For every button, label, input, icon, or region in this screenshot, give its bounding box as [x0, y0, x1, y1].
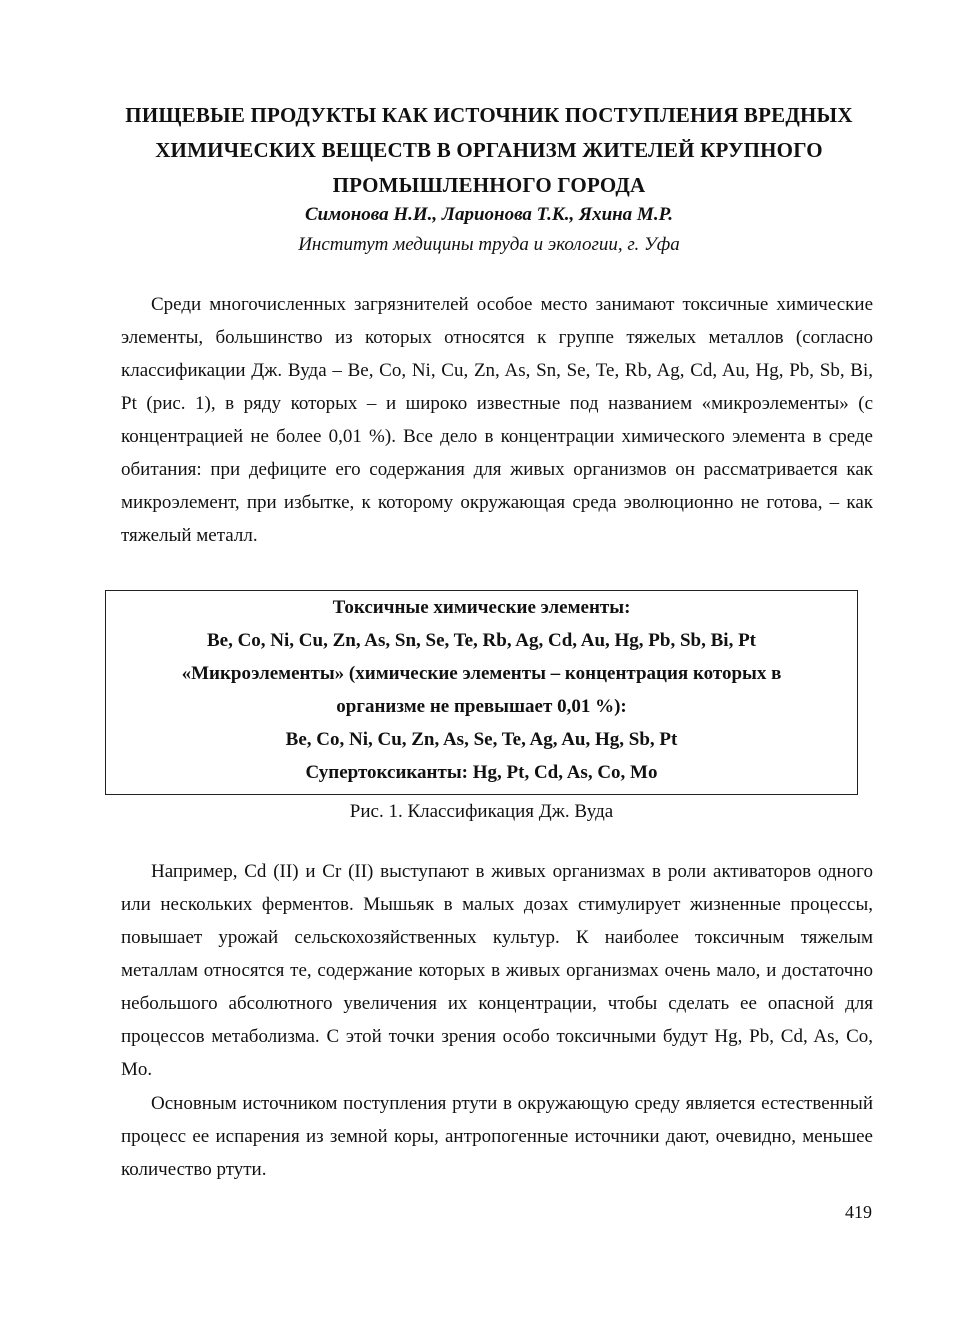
- figure-line-micro-elements: Be, Co, Ni, Cu, Zn, As, Se, Te, Ag, Au, Hg, Sb, Pt: [285, 729, 678, 750]
- body-paragraph-1: Среди многочисленных загрязнителей особое место занимают токсичные химические элементы, большинство из которых относятся к группе тяжелых металлов (согласно классификации Дж. Вуда – Be, Co, Ni, Cu, Zn, As, Sn, Se, Te, Rb, Ag, Cd, Au, Hg, Pb, Sb, Bi, Pt (рис. 1), в ряду которых – и широко известные под названием «микроэлементы» (с концентрацией не более 0,01 %). Все дело в концентрации химического элемента в среде обитания: при дефиците его содержания для живых организмов он рассматривается как микроэлемент, при избытке, к которому окружающая среда эволюционно не готова, – как тяжелый металл.: [121, 294, 873, 546]
- figure-line-toxic-heading: Токсичные химические элементы:: [332, 597, 631, 618]
- title-line-3: ПРОМЫШЛЕННОГО ГОРОДА: [332, 173, 646, 197]
- body-paragraph-3: Основным источником поступления ртути в окружающую среду является естественный процесс ее испарения из земной коры, антропогенные источники дают, очевидно, меньшее количество ртути.: [121, 1093, 873, 1180]
- paper-title: [100, 98, 878, 203]
- figure-line-toxic-elements: Be, Co, Ni, Cu, Zn, As, Sn, Se, Te, Rb, Ag, Cd, Au, Hg, Pb, Sb, Bi, Pt: [206, 630, 757, 651]
- body-paragraph-2: Например, Cd (II) и Cr (II) выступают в живых организмах в роли активаторов одного или нескольких ферментов. Мышьяк в малых дозах стимулирует жизненные процессы, повышает урожай сельскохозяйственных культур. К наиболее токсичным тяжелым металлам относятся те, содержание которых в живых организмах очень мало, и достаточно небольшого абсолютного увеличения их концентрации, чтобы сделать ее опасной для процессов метаболизма. С этой точки зрения особо токсичными будут Hg, Pb, Cd, As, Co, Mo.: [121, 861, 873, 1080]
- figure-line-micro-heading: «Микроэлементы» (химические элементы – концентрация которых в: [181, 663, 782, 684]
- figure-line-micro-heading-cont: организме не превышает 0,01 %):: [336, 696, 627, 717]
- title-line-1: ПИЩЕВЫЕ ПРОДУКТЫ КАК ИСТОЧНИК ПОСТУПЛЕНИЯ ВРЕДНЫХ: [125, 103, 853, 127]
- figure-line-supertoxicants: Супертоксиканты: Hg, Pt, Cd, As, Co, Mo: [305, 762, 658, 783]
- figure-caption: Рис. 1. Классификация Дж. Вуда: [349, 801, 614, 822]
- page-number: 419: [845, 1202, 872, 1222]
- classification-figure-box: [105, 590, 858, 795]
- title-line-2: ХИМИЧЕСКИХ ВЕЩЕСТВ В ОРГАНИЗМ ЖИТЕЛЕЙ КРУПНОГО: [155, 138, 823, 162]
- affiliation: Институт медицины труда и экологии, г. Уфа: [298, 234, 680, 255]
- authors: Симонова Н.И., Ларионова Т.К., Яхина М.Р.: [304, 204, 674, 225]
